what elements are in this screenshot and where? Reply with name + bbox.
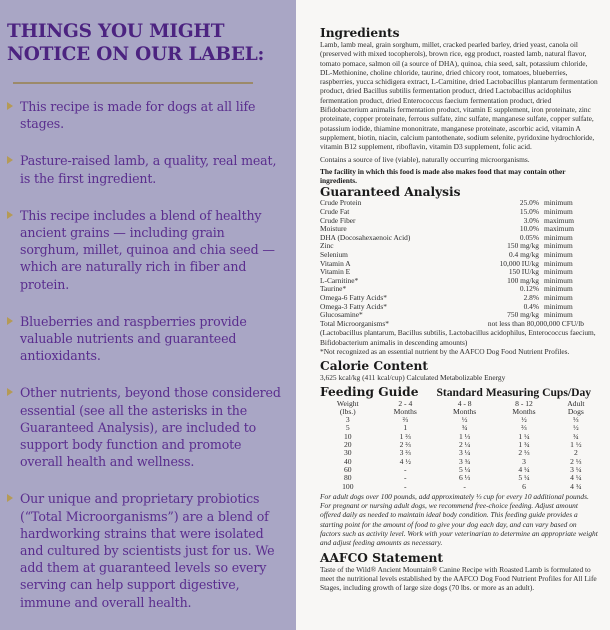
analysis-value: 3.0% xyxy=(523,215,539,225)
cups-cell: 3 ¾ xyxy=(458,456,471,466)
cups-cell: 3 ¼ xyxy=(570,464,582,474)
analysis-unit: maximum xyxy=(544,215,574,225)
analysis-name: Moisture xyxy=(320,224,347,234)
heading-divider xyxy=(13,82,253,84)
cups-cell: 1 ½ xyxy=(570,440,582,450)
nutrition-label-panel xyxy=(296,0,610,630)
cups-cell: 4 ¾ xyxy=(570,481,582,491)
weight-cell: 80 xyxy=(344,473,352,483)
cups-cell: 2 xyxy=(573,448,578,458)
calorie-content-text: 3,625 kcal/kg (411 kcal/cup) Calculated Metabolizable Energy xyxy=(320,373,506,383)
weight-cell: 40 xyxy=(344,456,352,466)
analysis-value: 25.0% xyxy=(519,198,539,208)
triangle-bullet-icon xyxy=(7,494,13,502)
cups-cell: 2 ⅔ xyxy=(399,440,411,450)
analysis-value: 10,000 IU/kg xyxy=(499,258,539,268)
analysis-value: 750 mg/kg xyxy=(507,310,539,320)
highlights-heading-line-1: THINGS YOU MIGHT xyxy=(7,21,225,42)
analysis-value: 10.0% xyxy=(519,224,539,234)
triangle-bullet-icon xyxy=(7,102,13,110)
feeding-guide-column-header: Months xyxy=(512,406,536,416)
cups-cell: ⅔ xyxy=(402,415,409,425)
weight-cell: 20 xyxy=(344,440,352,450)
analysis-value: 2.8% xyxy=(523,292,539,302)
analysis-name: Taurine* xyxy=(320,284,347,294)
highlight-point-text: This recipe includes a blend of healthy ancient grains — including grain sorghum, millet, quinoa and chia seed — which are naturally rich in fiber and protein. xyxy=(20,207,275,292)
cups-cell: 1 ¾ xyxy=(518,440,530,450)
analysis-unit: minimum xyxy=(544,207,573,217)
analysis-unit: minimum xyxy=(544,232,573,242)
feeding-guide-table xyxy=(320,400,598,491)
weight-cell: 100 xyxy=(342,481,354,491)
highlight-point xyxy=(7,152,282,186)
aafco-text: Taste of the Wild® Ancient Mountain® Canine Recipe with Roasted Lamb is formulated to meet the nutritional levels established by the AAFCO Dog Food Nutrient Profiles for All Life Stages, including growth of large size dogs (70 lbs. or more as an adult). xyxy=(320,564,597,593)
cups-cell: 4 ¼ xyxy=(518,464,530,474)
cups-cell: - xyxy=(404,464,407,474)
cups-cell: 1 ¼ xyxy=(518,431,530,441)
ingredients-title: Ingredients xyxy=(320,26,400,40)
guaranteed-analysis-table xyxy=(320,199,598,319)
feeding-guide-row xyxy=(320,474,598,482)
analysis-unit: minimum xyxy=(544,284,573,294)
label-highlights-panel xyxy=(0,0,296,630)
triangle-bullet-icon xyxy=(7,211,13,219)
cups-cell: - xyxy=(404,481,407,491)
feeding-guide-row xyxy=(320,416,598,424)
analysis-unit: minimum xyxy=(544,292,573,302)
feeding-guide-note: For adult dogs over 100 pounds, add approximately ⅓ cup for every 10 additional pounds. For pregnant or nursing adult dogs, we recommend free-choice feeding. Adjust amount offered daily as needed to maintain ideal body condition. This feeding guide provides a starting point for the amount of food to give your dog each day, and can vary based on factors such as activity level. Work with your veterinarian to determine an appropriate weight and adjust feeding amounts as necessary. xyxy=(320,491,598,548)
analysis-name: Selenium xyxy=(320,250,348,260)
analysis-name: L-Carnitine* xyxy=(320,275,359,285)
highlight-point xyxy=(7,98,282,132)
microorganisms-row xyxy=(320,320,598,329)
analysis-value: 150 mg/kg xyxy=(507,241,539,251)
weight-cell: 5 xyxy=(345,423,350,433)
facility-note: The facility in which this food is made also makes food that may contain other ingredients. xyxy=(320,166,566,186)
cups-cell: 3 ⅔ xyxy=(399,448,411,458)
weight-cell: 10 xyxy=(344,431,352,441)
analysis-unit: minimum xyxy=(544,301,573,311)
highlight-point xyxy=(7,384,282,470)
analysis-name: Crude Fat xyxy=(320,207,350,217)
weight-cell: 30 xyxy=(344,448,352,458)
analysis-value: 100 mg/kg xyxy=(507,275,539,285)
microorganisms-name: Total Microorganisms* xyxy=(320,318,389,328)
analysis-footnote: *Not recognized as an essential nutrient by the AAFCO Dog Food Nutrient Profiles. xyxy=(320,346,570,356)
cups-cell: 6 ⅓ xyxy=(458,473,471,483)
cups-cell: ½ xyxy=(572,423,579,433)
cups-cell: 1 xyxy=(403,423,408,433)
guaranteed-analysis-title: Guaranteed Analysis xyxy=(320,185,461,200)
feeding-guide-header-row xyxy=(320,408,598,416)
feeding-guide-row xyxy=(320,483,598,491)
analysis-name: Crude Protein xyxy=(320,198,362,208)
highlight-point-text: Our unique and proprietary probiotics (“Total Microorganisms”) are a blend of hardworking strains that were isolated and cultured by scientists just for us. We add them at guaranteed levels so every serving can help support digestive, immune and overall health. xyxy=(20,491,275,610)
analysis-value: 0.12% xyxy=(519,284,539,294)
cups-cell: 5 ¼ xyxy=(518,473,530,483)
analysis-value: 150 IU/kg xyxy=(508,267,539,277)
cups-cell: 4 ¼ xyxy=(570,473,582,483)
analysis-name: Zinc xyxy=(320,241,334,251)
analysis-unit: minimum xyxy=(544,310,573,320)
triangle-bullet-icon xyxy=(7,388,13,396)
cups-cell: ⅔ xyxy=(521,423,527,433)
strains-note: (Lactobacillus plantarum, Bacillus subtilis, Lactobacillus acidophilus, Enterococcus faecium, Bifidobacterium animalis in descending amounts) xyxy=(320,328,596,347)
analysis-name: Crude Fiber xyxy=(320,215,356,225)
highlight-point-text: Pasture-raised lamb, a quality, real meat, is the first ingredient. xyxy=(20,153,277,186)
highlight-point-text: Other nutrients, beyond those considered essential (see all the asterisks in the Guaranteed Analysis), are included to support body function and promote overall health and wellness. xyxy=(20,385,281,470)
feeding-guide-title: Feeding Guide xyxy=(320,384,419,399)
cups-cell: 2 ¼ xyxy=(458,440,471,450)
analysis-unit: minimum xyxy=(544,241,573,251)
feeding-guide-column-header: Months xyxy=(453,406,477,416)
feeding-guide-column-header: 4 - 8 xyxy=(457,398,472,408)
analysis-value: 0.05% xyxy=(519,232,539,242)
ingredients-text: Lamb, lamb meal, grain sorghum, millet, cracked pearled barley, dried yeast, canola oil (preserved with mixed tocopherols), brown rice, egg product, roasted lamb, natural flavor, tomato pomace, salmon oil (a source of DHA), quinoa, chia seed, salt, potassium chloride, DL-Methionine, choline chloride, taurine, dried chicory root, tomatoes, blueberries, raspberries, yucca schidigera extract, L-Carnitine, dried Lactobacillus plantarum fermentation product, dried Bacillus subtilis fermentation product, dried Lactobacillus acidophilus fermentation product, dried Enterococcus faecium fermentation product, dried Bifidobacterium animalis fermentation product, vitamin E supplement, iron proteinate, zinc proteinate, copper proteinate, ferrous sulfate, zinc sulfate, manganese sulfate, copper sulfate, potassium iodide, thiamine mononitrate, manganese proteinate, ascorbic acid, vitamin A supplement, biotin, niacin, calcium pantothenate, sodium selenite, pyridoxine hydrochloride, vitamin B12 supplement, riboflavin, vitamin D3 supplement, folic acid. xyxy=(320,40,598,152)
cups-cell: 3 ¼ xyxy=(458,448,471,458)
feeding-guide-column-header: Months xyxy=(393,406,417,416)
analysis-unit: minimum xyxy=(544,250,573,260)
analysis-value: 15.0% xyxy=(519,207,539,217)
cups-cell: 4 ½ xyxy=(399,456,411,466)
highlight-point-text: This recipe is made for dogs at all life stages. xyxy=(20,99,256,132)
feeding-guide-column-header: Adult xyxy=(567,398,585,408)
cups-cell: 1 ⅓ xyxy=(458,431,471,441)
feeding-guide-column-header: 8 - 12 xyxy=(515,398,533,408)
cups-cell: - xyxy=(463,481,466,491)
feeding-guide-column-header: Weight xyxy=(336,398,359,408)
analysis-name: Omega-3 Fatty Acids* xyxy=(320,301,387,311)
weight-cell: 3 xyxy=(345,415,350,425)
cups-cell: ½ xyxy=(461,415,468,425)
cups-cell: 6 xyxy=(522,481,526,491)
analysis-name: DHA (Docosahexaenoic Acid) xyxy=(320,232,411,242)
cups-cell: 2 ⅓ xyxy=(570,456,582,466)
weight-cell: 60 xyxy=(344,464,352,474)
feeding-guide-header xyxy=(320,386,598,399)
analysis-name: Glucosamine* xyxy=(320,310,363,320)
highlights-heading-line-2: NOTICE ON OUR LABEL: xyxy=(7,44,265,65)
microorganisms-value: not less than 80,000,000 CFU/lb xyxy=(487,318,584,328)
microorganisms-note: Contains a source of live (viable), naturally occurring microorganisms. xyxy=(320,154,530,164)
analysis-name: Omega-6 Fatty Acids* xyxy=(320,292,387,302)
cups-cell: ¾ xyxy=(461,423,468,433)
highlight-point xyxy=(7,207,282,293)
analysis-name: Vitamin A xyxy=(320,258,351,268)
feeding-guide-column-header: (lbs.) xyxy=(339,406,356,416)
triangle-bullet-icon xyxy=(7,156,13,164)
cups-cell: 1 ⅔ xyxy=(399,431,411,441)
analysis-unit: maximum xyxy=(544,224,574,234)
analysis-unit: minimum xyxy=(544,198,573,208)
aafco-title: AAFCO Statement xyxy=(320,550,443,565)
highlight-point xyxy=(7,490,282,610)
cups-cell: ¾ xyxy=(572,431,579,441)
cups-cell: ½ xyxy=(521,415,527,425)
feeding-guide-subtitle: Standard Measuring Cups/Day xyxy=(436,385,592,399)
cups-cell: - xyxy=(404,473,407,483)
cups-cell: 3 xyxy=(522,456,526,466)
analysis-unit: minimum xyxy=(544,258,573,268)
feeding-guide-column-header: 2 - 4 xyxy=(398,398,413,408)
cups-cell: 5 ¼ xyxy=(458,464,471,474)
analysis-unit: minimum xyxy=(544,275,573,285)
analysis-unit: minimum xyxy=(544,267,573,277)
analysis-name: Vitamin E xyxy=(320,267,351,277)
highlight-points-list xyxy=(7,98,282,611)
triangle-bullet-icon xyxy=(7,317,13,325)
highlights-heading xyxy=(7,20,282,66)
analysis-value: 0.4 mg/kg xyxy=(509,250,539,260)
highlight-point xyxy=(7,313,282,365)
feeding-guide-column-header: Dogs xyxy=(567,406,584,416)
calorie-content-title: Calorie Content xyxy=(320,359,428,374)
cups-cell: 2 ⅓ xyxy=(518,448,530,458)
highlight-point-text: Blueberries and raspberries provide valuable nutrients and guaranteed antioxidants. xyxy=(20,313,247,364)
cups-cell: ⅓ xyxy=(572,415,579,425)
analysis-value: 0.4% xyxy=(523,301,539,311)
